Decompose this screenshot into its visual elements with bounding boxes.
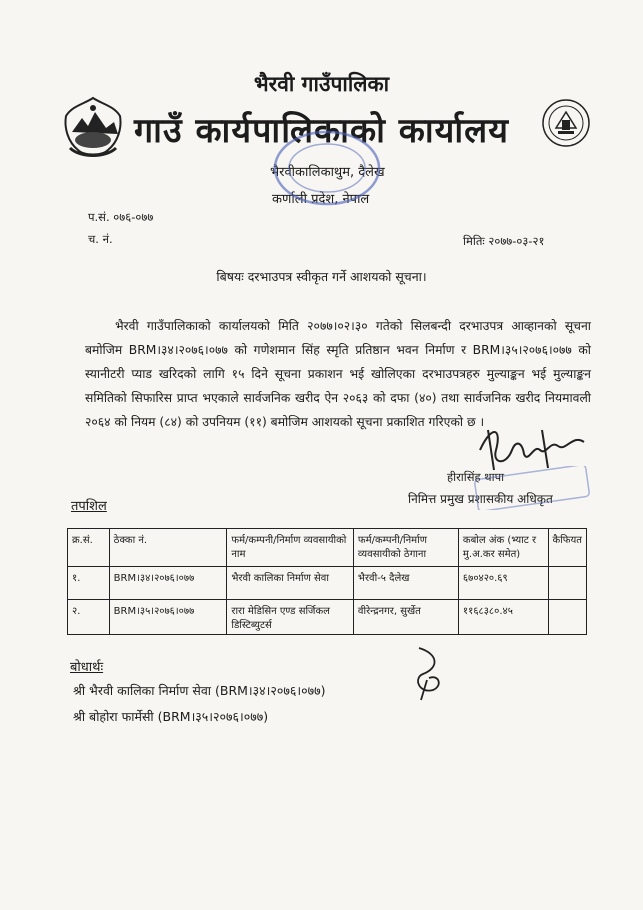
cell-contract-no: BRM।३५।२०७६।०७७: [109, 600, 227, 635]
cell-firm-address: भैरवी-५ दैलेख: [353, 567, 458, 600]
col-header-firm-address: फर्म/कम्पनी/निर्माण व्यवसायीको ठेगाना: [353, 529, 458, 567]
cell-sn: १.: [68, 567, 110, 600]
office-stamp-icon: [272, 128, 382, 208]
cell-remarks: [548, 600, 586, 635]
signatory-title: निमित्त प्रमुख प्रशासकीय अधिकृत: [408, 492, 553, 506]
col-header-firm-name: फर्म/कम्पनी/निर्माण व्यवसायीको नाम: [227, 529, 354, 567]
notice-body: भैरवी गाउँपालिकाको कार्यालयको मिति २०७७।०२।३० गतेको सिलबन्दी दरभाउपत्र आव्हानको सूचना बमोजिम BRM।३४।२०७६।०७७ को गणेशमान सिंह स्मृति प्रतिष्ठान भवन निर्माण र BRM।३५।२०७६।०७७ को स्यानीटरी प्याड खरिदको लागि १५ दिने सूचना प्रकाशन भई खोलिएका दरभाउपत्रहरु मुल्याङ्कन भई मुल्याङ्कन समितिको सिफारिस प्राप्त भएकाले सार्वजनिक खरीद ऐन २०६३ को दफा (४०) तथा सार्वजनिक खरीद नियमावली २०६४ को नियम (८४) को उपनियम (११) बमोजिम आशयको सूचना प्रकाशित गरिएको छ ।: [85, 319, 591, 429]
initials-signature-icon: [409, 644, 449, 704]
table-header-row: [68, 529, 587, 567]
address-line-1: भैरवीकालिकाथुम, दैलेख: [270, 165, 385, 180]
office-title: गाउँ कार्यपालिकाको कार्यालय: [134, 111, 509, 151]
subject-line: बिषयः दरभाउपत्र स्वीकृत गर्ने आशयको सूचना।: [216, 269, 427, 284]
municipality-name: भैरवी गाउँपालिका: [253, 72, 390, 96]
cell-firm-name: रारा मेडिसिन एण्ड सर्जिकल डिस्टिब्युटर्स: [227, 600, 354, 635]
signatory-name: हीरासिंह थापा: [447, 470, 505, 484]
col-header-bid-amount: कबोल अंक (भ्याट र मु.अ.कर समेत): [458, 529, 548, 567]
officer-stamp-icon: [472, 466, 592, 510]
dispatch-number: च. नं.: [88, 232, 113, 246]
table-row: [68, 600, 587, 635]
cell-bid-amount: ६७०४२०.६९: [458, 567, 548, 600]
cell-bid-amount: ११६८३८०.४५: [458, 600, 548, 635]
col-header-contract-no: ठेक्का नं.: [109, 529, 227, 567]
cell-sn: २.: [68, 600, 110, 635]
cell-remarks: [548, 567, 586, 600]
cell-contract-no: BRM।३४।२०७६।०७७: [109, 567, 227, 600]
reference-number: प.सं. ०७६-०७७: [88, 210, 154, 224]
cc-item: श्री बोहोरा फार्मेसी (BRM।३५।२०७६।०७७): [73, 709, 269, 724]
cc-item: श्री भैरवी कालिका निर्माण सेवा (BRM।३४।२०७६।०७७): [73, 683, 326, 698]
details-heading: तपशिल: [71, 499, 107, 514]
notice-date: मितिः २०७७-०३-२१: [463, 234, 545, 248]
bid-details-table: [67, 528, 587, 635]
cell-firm-address: वीरेन्द्रनगर, सुर्खेत: [353, 600, 458, 635]
address-line-2: कर्णाली प्रदेश, नेपाल: [272, 192, 370, 207]
cc-heading: बोधार्थः: [70, 660, 104, 675]
col-header-remarks: कैफियत: [548, 529, 586, 567]
cell-firm-name: भैरवी कालिका निर्माण सेवा: [227, 567, 354, 600]
table-row: [68, 567, 587, 600]
col-header-sn: क्र.सं.: [68, 529, 110, 567]
